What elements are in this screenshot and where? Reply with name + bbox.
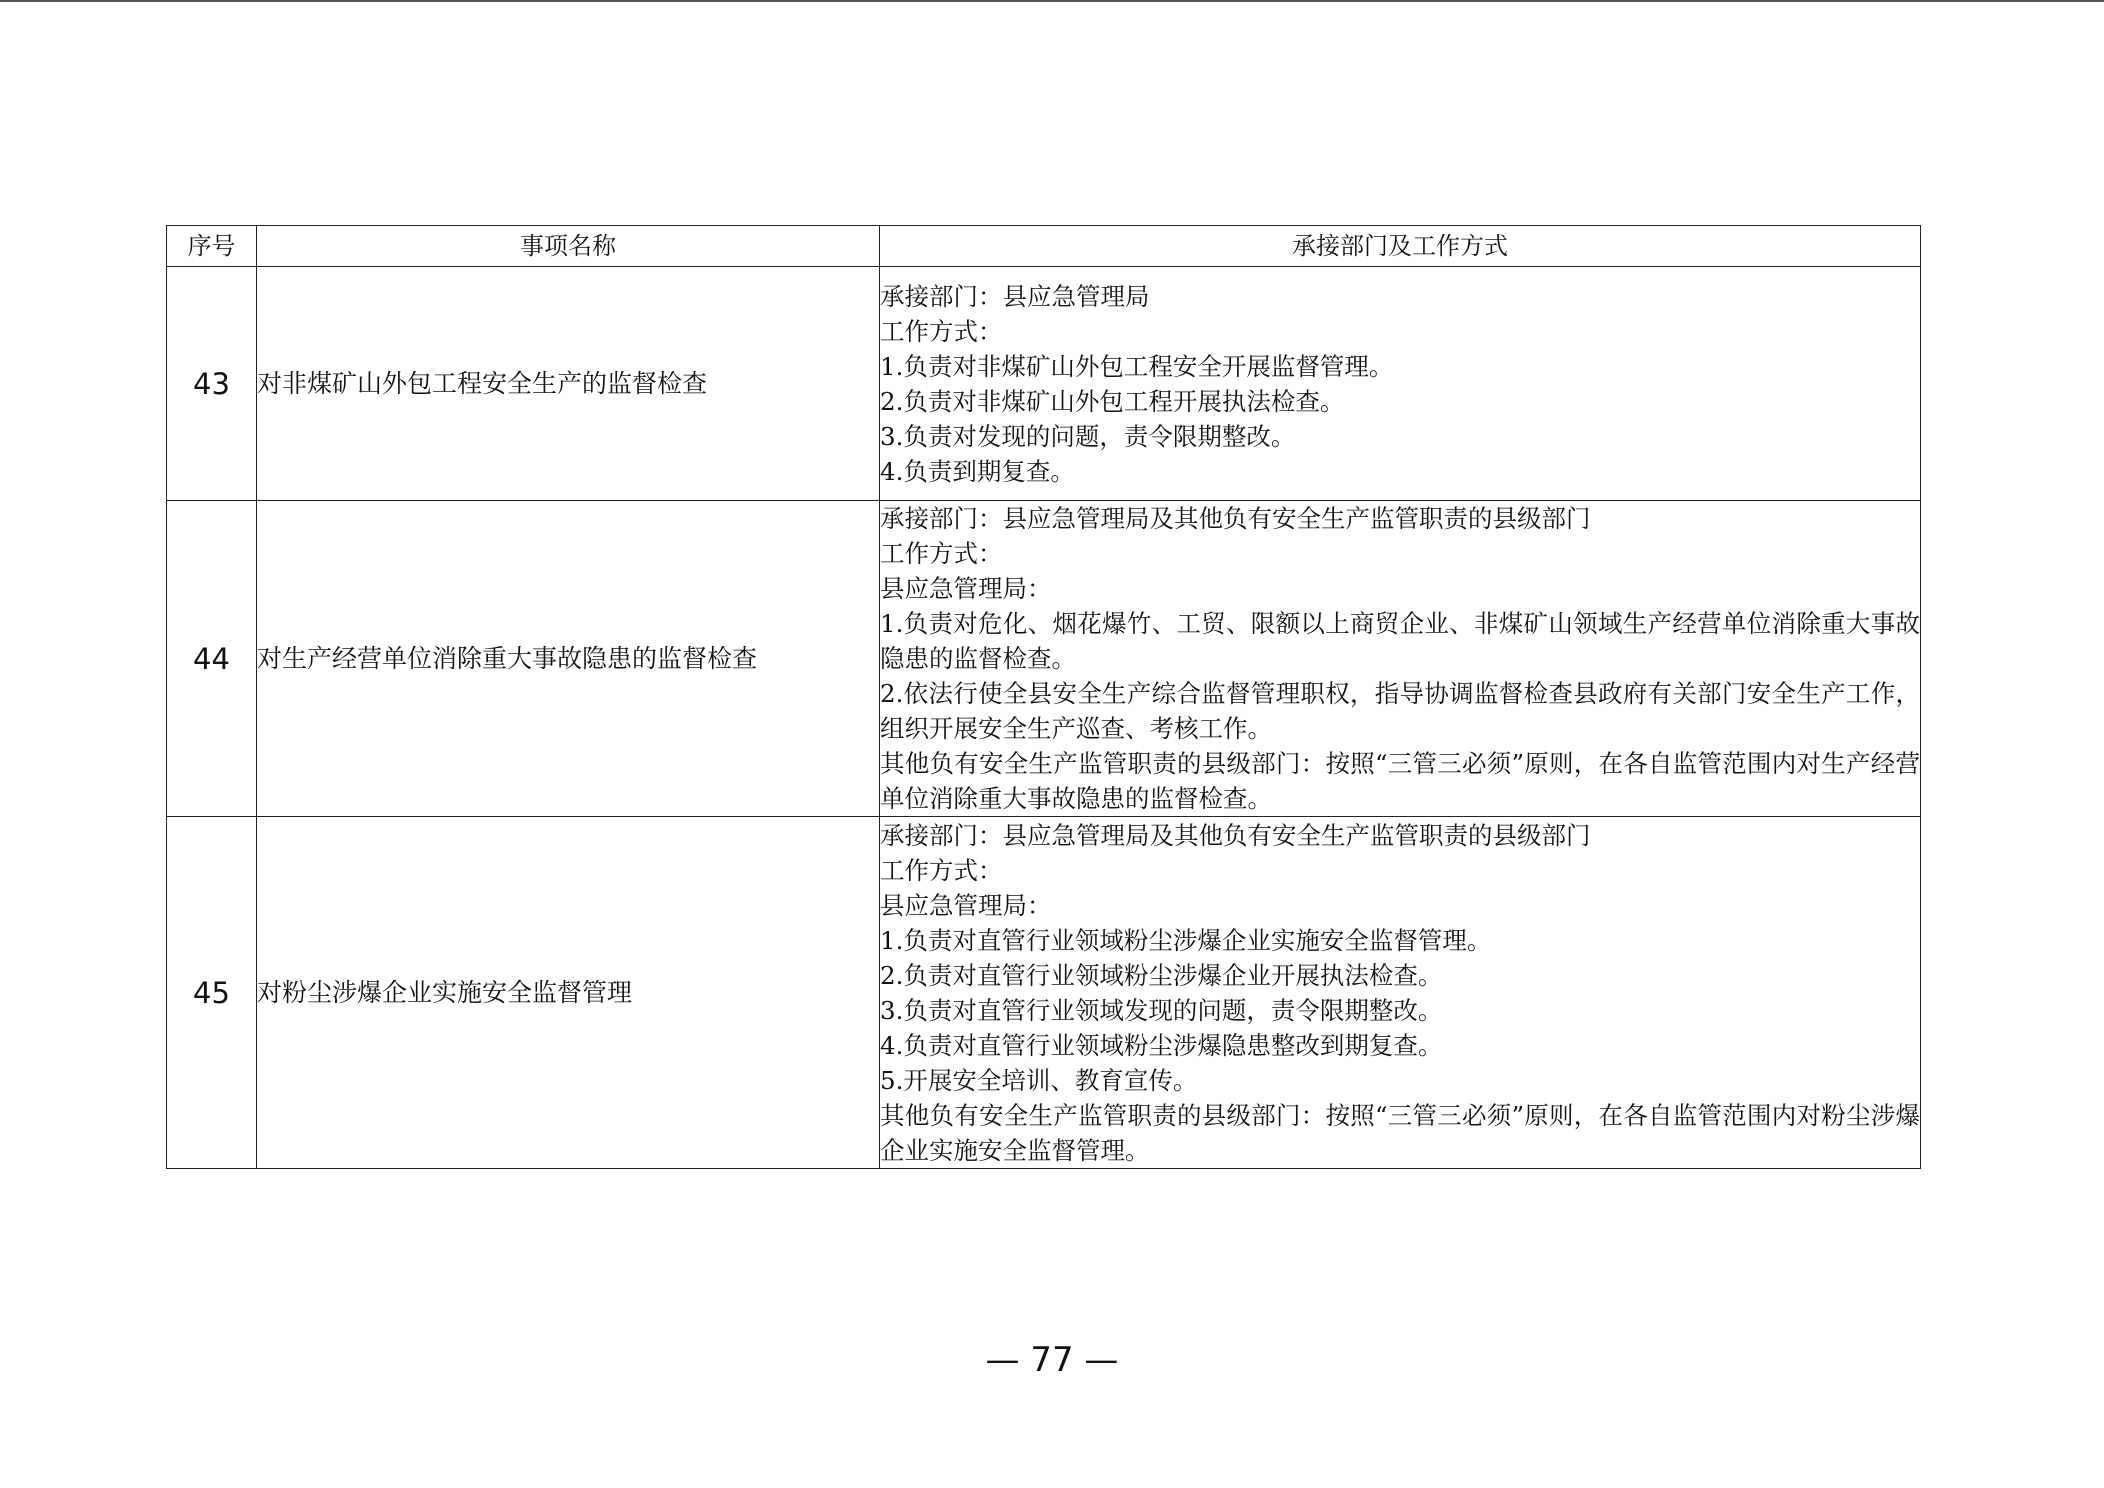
method-line: 2.负责对直管行业领域粉尘涉爆企业开展执法检查。 (880, 960, 1443, 990)
row-department-method (880, 267, 1921, 501)
method-line: 2.负责对非煤矿山外包工程开展执法检查。 (880, 386, 1345, 416)
method-line: 1.负责对直管行业领域粉尘涉爆企业实施安全监督管理。 (880, 925, 1492, 955)
method-line: 工作方式： (880, 316, 1003, 346)
method-line: 5.开展安全培训、教育宣传。 (880, 1065, 1198, 1095)
table-header-row (167, 226, 1921, 267)
header-item-name: 事项名称 (257, 226, 880, 267)
row-department-method (880, 501, 1921, 817)
header-seq: 序号 (167, 226, 257, 267)
method-line: 承接部门：县应急管理局 (880, 281, 1150, 311)
row-item-name: 对生产经营单位消除重大事故隐患的监督检查 (257, 501, 880, 817)
responsibility-table (166, 225, 1921, 1169)
row-item-name: 对粉尘涉爆企业实施安全监督管理 (257, 817, 880, 1169)
method-line: 3.负责对直管行业领域发现的问题，责令限期整改。 (880, 995, 1443, 1025)
row-seq: 44 (167, 501, 257, 817)
table-row (167, 267, 1921, 501)
row-seq: 45 (167, 817, 257, 1169)
method-line: 工作方式： (880, 539, 1003, 568)
method-line: 承接部门：县应急管理局及其他负有安全生产监管职责的县级部门 (880, 504, 1591, 533)
page-number: — 77 — (985, 1340, 1119, 1380)
table-row (167, 501, 1921, 817)
page-top-border (0, 0, 2104, 2)
table-row (167, 817, 1921, 1169)
method-line: 其他负有安全生产监管职责的县级部门：按照“三管三必须”原则，在各自监管范围内对生产经营单位消除重大事故隐患的监督检查。 (880, 749, 1920, 813)
method-line: 4.负责对直管行业领域粉尘涉爆隐患整改到期复查。 (880, 1030, 1443, 1060)
method-line: 工作方式： (880, 855, 1003, 885)
method-line: 县应急管理局： (880, 574, 1052, 603)
method-line: 3.负责对发现的问题，责令限期整改。 (880, 421, 1296, 451)
method-line: 其他负有安全生产监管职责的县级部门：按照“三管三必须”原则，在各自监管范围内对粉尘涉爆企业实施安全监督管理。 (880, 1100, 1920, 1165)
row-seq: 43 (167, 267, 257, 501)
method-line: 承接部门：县应急管理局及其他负有安全生产监管职责的县级部门 (880, 820, 1591, 850)
method-line: 4.负责到期复查。 (880, 456, 1075, 486)
method-line: 县应急管理局： (880, 890, 1052, 920)
row-item-name: 对非煤矿山外包工程安全生产的监督检查 (257, 267, 880, 501)
method-line: 2.依法行使全县安全生产综合监督管理职权，指导协调监督检查县政府有关部门安全生产工作，组织开展安全生产巡查、考核工作。 (880, 679, 1920, 743)
header-department-method: 承接部门及工作方式 (880, 226, 1921, 267)
method-line: 1.负责对非煤矿山外包工程安全开展监督管理。 (880, 351, 1394, 381)
row-department-method (880, 817, 1921, 1169)
method-line: 1.负责对危化、烟花爆竹、工贸、限额以上商贸企业、非煤矿山领域生产经营单位消除重大事故隐患的监督检查。 (880, 609, 1920, 673)
